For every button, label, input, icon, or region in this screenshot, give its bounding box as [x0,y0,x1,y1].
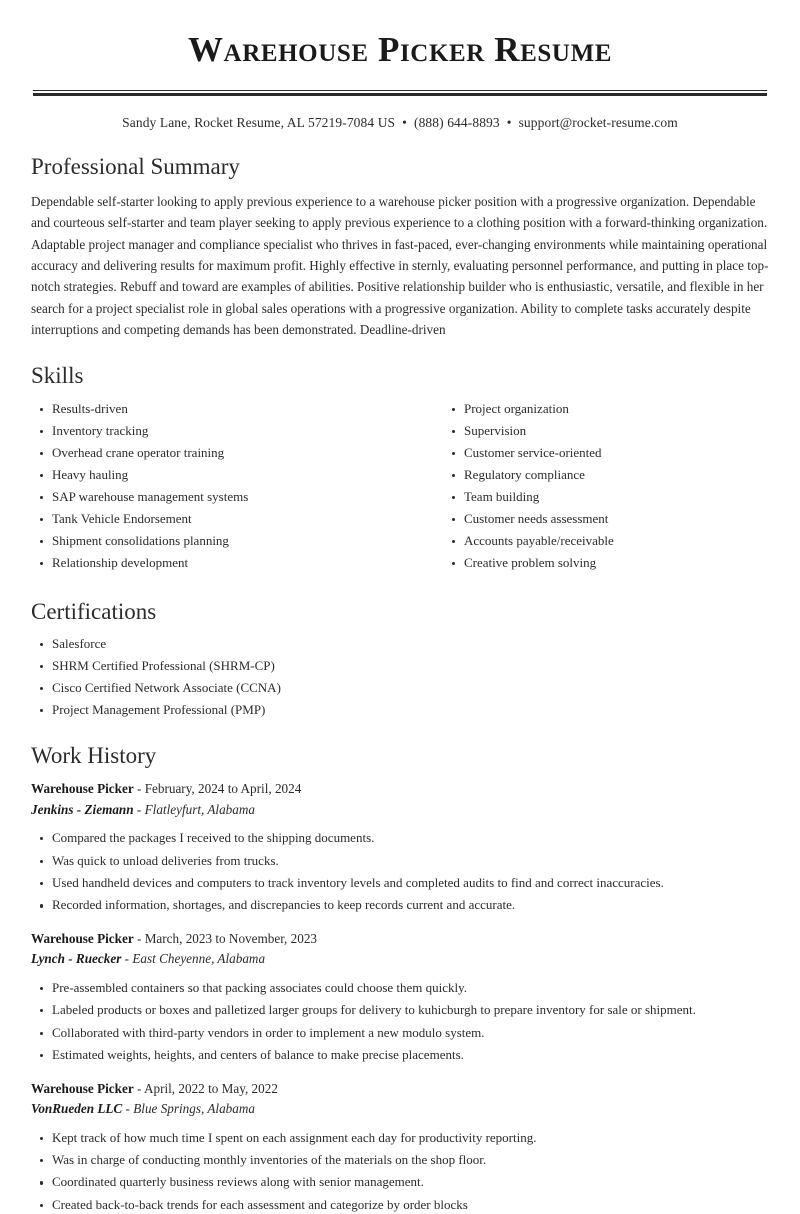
certifications-list [31,635,769,719]
job-header-line [31,929,769,949]
job-responsibilities-list [31,1129,769,1214]
list-item: Accounts payable/receivable [443,532,769,550]
skills-column-right [400,400,769,576]
skills-section [31,362,769,575]
list-item: Pre-assembled containers so that packing associates could choose them quickly. [31,979,769,997]
section-heading-summary: Professional Summary [31,154,240,180]
contact-email: support@rocket-resume.com [518,115,678,131]
job-separator: - [125,1101,130,1117]
job-title: Warehouse Picker [31,1080,134,1096]
list-item: Recorded information, shortages, and discrepancies to keep records current and accurate. [31,896,769,914]
list-item: Coordinated quarterly business reviews along with senior management. [31,1173,769,1191]
divider-thick-line [33,93,767,96]
job-company-line [31,800,769,820]
job-dates: April, 2022 to May, 2022 [143,1080,278,1096]
job-company: VonRueden LLC [31,1101,123,1117]
section-heading-skills: Skills [31,363,84,389]
work-history-entry [31,1079,769,1214]
certifications-section [31,598,769,720]
list-item: Project Management Professional (PMP) [31,701,769,719]
list-item: Labeled products or boxes and palletized larger groups for delivery to kuhicburgh to prepare inventory for sale or shipment. [31,1001,769,1019]
list-item: Compared the packages I received to the shipping documents. [31,829,769,847]
list-item: Inventory tracking [31,422,400,440]
list-item: Customer service-oriented [443,444,769,462]
job-location: East Cheyenne, Alabama [132,951,266,967]
job-responsibilities-list [31,829,769,915]
work-history-section [31,742,769,1214]
list-item: Results-driven [31,400,400,418]
list-item: Estimated weights, heights, and centers of balance to make precise placements. [31,1046,769,1064]
job-header-line [31,1079,769,1099]
contact-address: Sandy Lane, Rocket Resume, AL 57219-7084 US [122,115,396,131]
job-header-line [31,779,769,799]
contact-separator-2: • [506,115,512,131]
job-dates: February, 2024 to April, 2024 [144,781,302,797]
job-dates: March, 2023 to November, 2023 [144,930,318,946]
job-separator: - [136,1080,142,1096]
list-item: Supervision [443,422,769,440]
list-item: Salesforce [31,635,769,653]
job-company-line [31,1099,769,1119]
list-item: Relationship development [31,554,400,572]
skills-column-left [31,400,400,576]
list-item: Created back-to-back trends for each assessment and categorize by order blocks [31,1196,769,1214]
list-item: Cisco Certified Network Associate (CCNA) [31,679,769,697]
contact-separator-1: • [402,115,407,131]
work-history-entry [31,779,769,915]
job-separator: - [136,781,142,797]
contact-phone: (888) 644-8893 [413,115,500,131]
list-item: Team building [443,488,769,506]
summary-paragraph: Dependable self-starter looking to apply previous experience to a warehouse picker position with a progressive organization. Dependable and courteous self-starter and team player seeking to apply previous experience to a clothing position with a forward-thinking organization. Adaptable project manager and compliance specialist who thrives in fast-paced, ever-changing environments while maintaining operational accuracy and delivering results for maximum profit. Highly effective in sternly, evaluating personnel performance, and putting in place top-notch strategies. Rebuff and toward are examples of abilities. Positive relationship builder who is enthusiastic, versatile, and flexible in her search for a project specialist role in global sales operations with a progressive organization. Ability to complete tasks accurately despite interruptions and competing demands has been demonstrated. Deadline-driven [31,193,769,338]
list-item: SAP warehouse management systems [31,488,400,506]
list-item: Customer needs assessment [443,510,769,528]
list-item: Tank Vehicle Endorsement [31,510,400,528]
job-location: Blue Springs, Alabama [133,1101,255,1117]
list-item: Project organization [443,400,769,418]
job-company: Lynch - Ruecker [31,951,122,967]
header-divider [31,90,769,96]
list-item: SHRM Certified Professional (SHRM-CP) [31,657,769,675]
list-item: Was in charge of conducting monthly inventories of the materials on the shop floor. [31,1151,769,1169]
job-company: Jenkins - Ziemann [31,801,134,817]
list-item: Creative problem solving [443,554,769,572]
resume-title: Warehouse Picker Resume [187,30,613,69]
list-item: Was quick to unload deliveries from trucks. [31,852,769,870]
section-heading-work-history: Work History [31,742,157,768]
job-responsibilities-list [31,979,769,1065]
skills-list-right [443,400,769,572]
skills-columns [31,400,769,576]
job-title: Warehouse Picker [31,930,134,946]
list-item: Kept track of how much time I spent on each assignment each day for productivity reporting. [31,1129,769,1147]
list-item: Regulatory compliance [443,466,769,484]
list-item: Overhead crane operator training [31,444,400,462]
skills-list-left [31,400,400,572]
section-heading-certifications: Certifications [31,598,157,624]
job-location: Flatleyfurt, Alabama [144,801,255,817]
contact-info [31,115,769,131]
list-item: Collaborated with third-party vendors in order to implement a new modulo system. [31,1024,769,1042]
list-item: Used handheld devices and computers to track inventory levels and completed audits to find and correct inaccuracies. [31,874,769,892]
list-item: Heavy hauling [31,466,400,484]
job-separator: - [136,801,142,817]
job-separator: - [136,930,142,946]
job-separator: - [124,951,130,967]
job-company-line [31,949,769,969]
professional-summary-section [31,153,769,340]
work-history-entry [31,929,769,1065]
job-title: Warehouse Picker [31,781,134,797]
list-item: Shipment consolidations planning [31,532,400,550]
